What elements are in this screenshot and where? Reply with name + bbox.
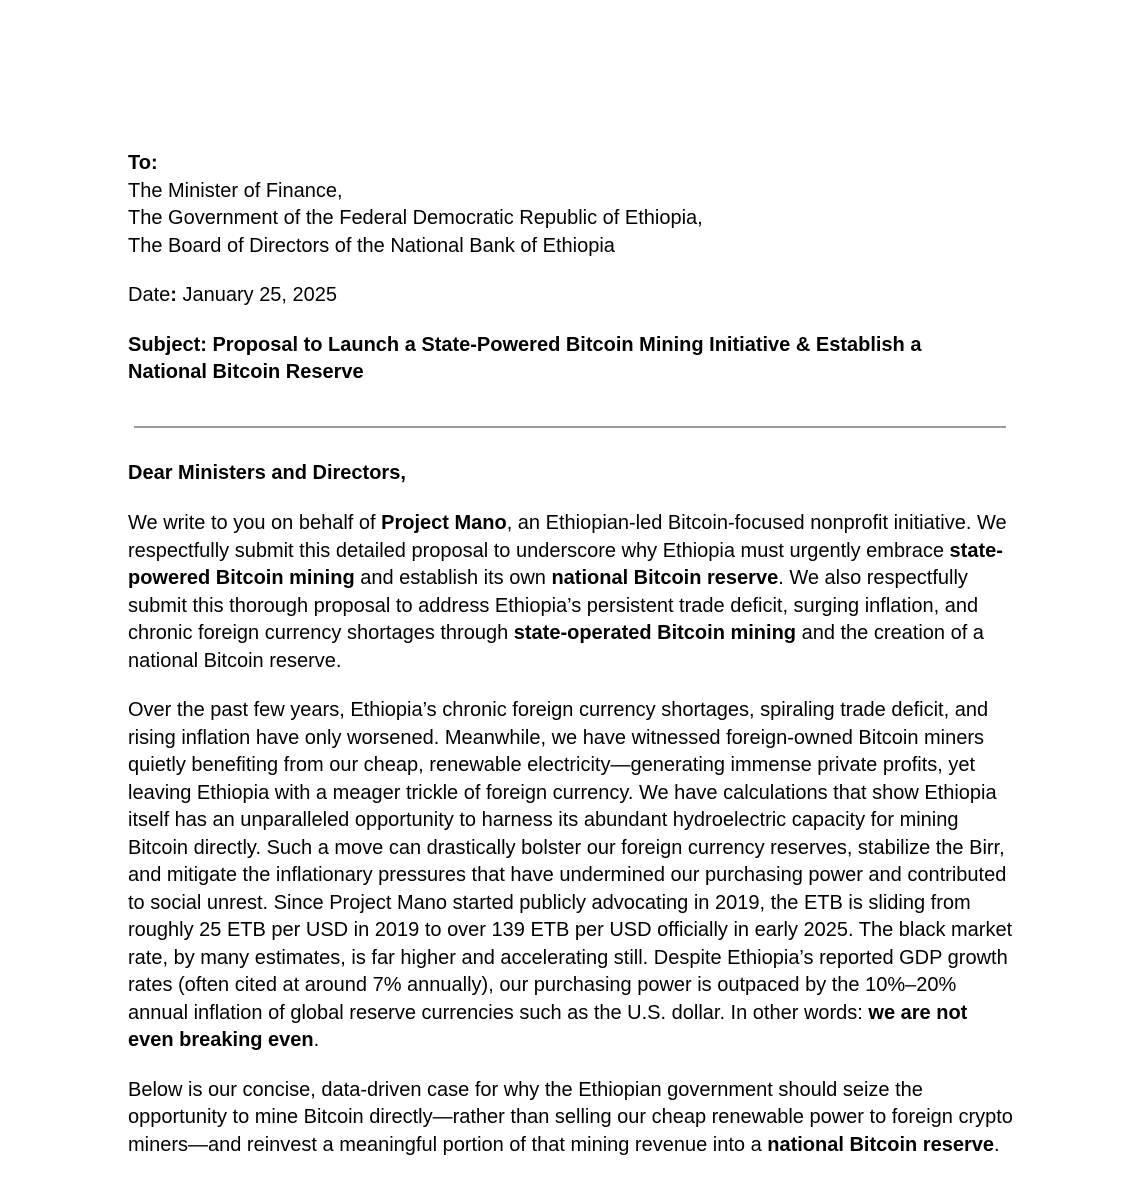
subject-line-2: National Bitcoin Reserve [128,361,364,383]
paragraph-1 [128,510,1018,675]
to-label: To: [128,152,158,174]
recipient-line: The Government of the Federal Democratic Republic of Ethiopia, [128,207,703,229]
date-line [128,282,1018,310]
text-run: Over the past few years, Ethiopia’s chronic foreign currency shortages, spiraling trade deficit, and rising inflation have only worsened. Meanwhile, we have witnessed foreign-owned Bitcoin miners quietly benefiting from our cheap, renewable electricity—generating immense private profits, yet leaving Ethiopia with a meager trickle of foreign currency. We have calculations that show Ethiopia itself has an unparalleled opportunity to harness its abundant hydroelectric capacity for mining Bitcoin directly. Such a move can drastically bolster our foreign currency reserves, stabilize the Birr, and mitigate the inflationary pressures that have undermined our purchasing power and contributed to social unrest. Since Project Mano started publicly advocating in 2019, the ETB is sliding from roughly 25 ETB per USD in 2019 to over 139 ETB per USD officially in early 2025. The black market rate, by many estimates, is far higher and accelerating still. Despite Ethiopia’s reported GDP growth rates (often cited at around 7% annually), our purchasing power is outpaced by the 10%–20% annual inflation of global reserve currencies such as the U.S. dollar. In other words: [128,699,1013,1024]
text-run: . We also respectfully submit this thorough proposal to address Ethiopia’s persistent trade deficit, surging inflation, and chronic foreign currency shortages through [128,567,979,644]
recipient-line: The Board of Directors of the National Bank of Ethiopia [128,234,615,257]
text-run: and the creation of a national Bitcoin reserve. [128,622,984,672]
text-run: , an Ethiopian-led Bitcoin-focused nonprofit initiative. We respectfully submit this detailed proposal to underscore why Ethiopia must urgently embrace [128,512,1007,562]
paragraph-2 [128,697,1018,1055]
date-value: January 25, 2025 [176,284,338,306]
subject-line-1: Subject: Proposal to Launch a State-Powered Bitcoin Mining Initiative & Establish a [128,333,922,356]
paragraph-3 [128,1077,1018,1160]
bold-run: state-operated Bitcoin mining [513,622,797,644]
letter-header [128,150,1018,387]
horizontal-divider [134,426,1006,428]
text-run: Below is our concise, data-driven case for why the Ethiopian government should seize the opportunity to mine Bitcoin directly—rather than selling our cheap renewable power to foreign crypto miners—and reinvest a meaningful portion of that mining revenue into a [128,1078,1013,1156]
text-run: . [313,1029,320,1051]
bold-run: state-powered Bitcoin mining [128,539,1003,589]
text-run: . [994,1133,1000,1156]
letter-body [128,510,1018,1181]
date-label: Date [128,284,171,306]
salutation: Dear Ministers and Directors, [128,462,406,484]
recipient-block [128,150,1018,260]
bold-run: national Bitcoin reserve [551,567,779,589]
text-run: and establish its own [354,567,552,589]
bold-run: national Bitcoin reserve [767,1133,994,1156]
subject-line [128,332,1018,387]
bold-run: Project Mano [381,512,507,534]
date-colon: : [170,284,177,306]
text-run: We write to you on behalf of [128,512,382,534]
bold-run: we are not even breaking even [128,1001,968,1051]
recipient-line: The Minister of Finance, [128,179,343,202]
